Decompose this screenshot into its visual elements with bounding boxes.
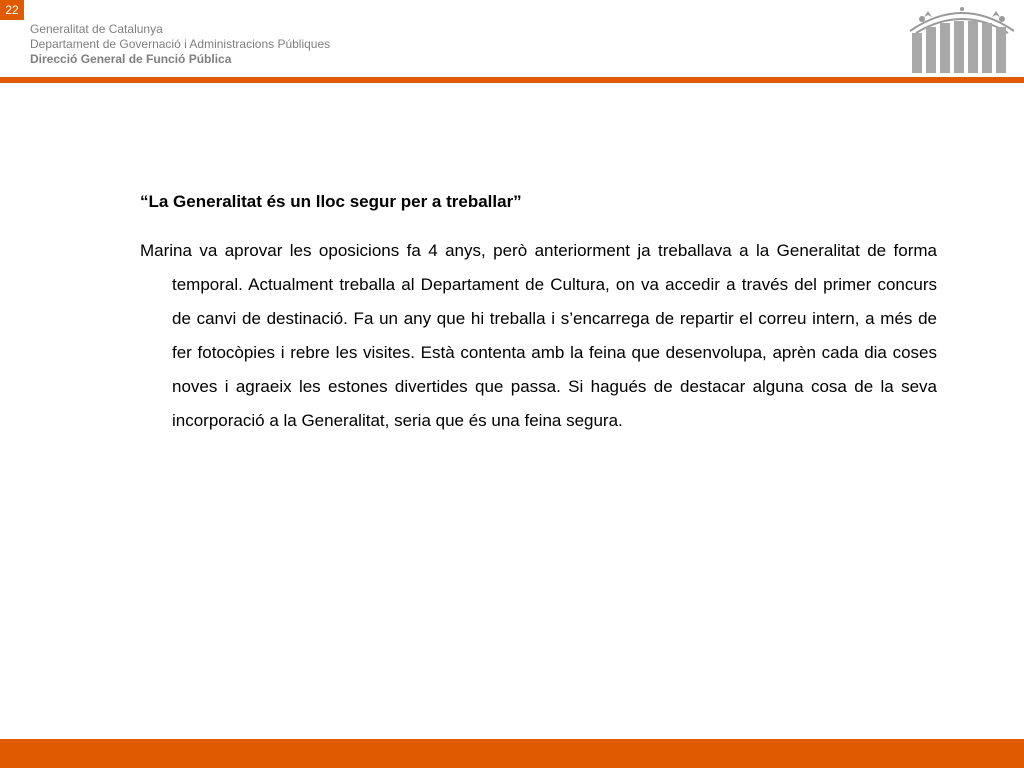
header-line-departament: Departament de Governació i Administracions Públiques — [30, 37, 331, 51]
quote-title: “La Generalitat és un lloc segur per a treballar” — [140, 192, 522, 211]
header-divider — [0, 77, 1024, 83]
header-line-direccio: Direcció General de Funció Pública — [30, 52, 232, 66]
generalitat-logo-icon — [906, 3, 1018, 75]
header-institution — [30, 22, 330, 67]
slide-content — [140, 190, 937, 438]
slide-number-badge: 22 — [0, 0, 24, 20]
story-paragraph: Marina va aprovar les oposicions fa 4 anys, però anteriorment ja treballava a la Generalitat de forma temporal. Actualment treballa al Departament de Cultura, on va accedir a través del primer concurs de canvi de destinació. Fa un any que hi treballa i s’encarrega de repartir el correu intern, a més de fer fotocòpies i rebre les visites. Està contenta amb la feina que desenvolupa, aprèn cada dia coses noves i agraeix les estones divertides que passa. Si hagués de destacar alguna cosa de la seva incorporació a la Generalitat, seria que és una feina segura. — [140, 241, 937, 430]
generalitat-logo-svg — [906, 3, 1018, 75]
header-line-generalitat: Generalitat de Catalunya — [30, 22, 163, 36]
footer-bar — [0, 739, 1024, 768]
